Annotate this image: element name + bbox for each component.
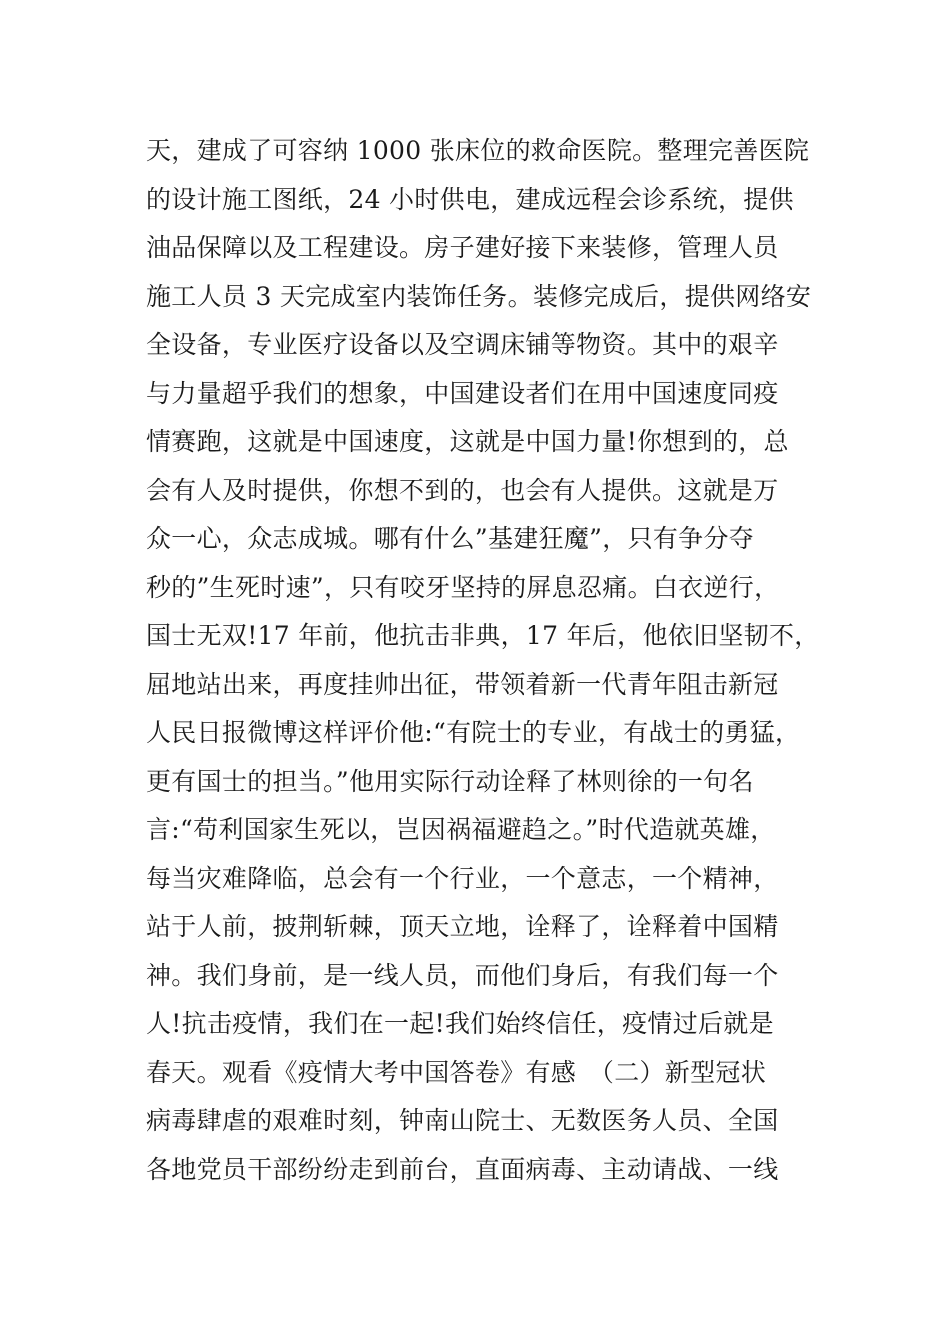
text-line: 众一心，众志成城。哪有什么”基建狂魔”，只有争分夺 xyxy=(146,524,755,553)
text-line: 言:“苟利国家生死以，岂因祸福避趋之。”时代造就英雄， xyxy=(146,815,776,844)
text-line: 春天。观看《疫情大考中国答卷》有感 （二）新型冠状 xyxy=(146,1057,767,1087)
text-line: 的设计施工图纸，24 小时供电，建成远程会诊系统，提供 xyxy=(146,184,794,214)
text-line: 人民日报微博这样评价他:“有院士的专业，有战士的勇猛， xyxy=(146,718,801,747)
text-line: 天，建成了可容纳 1000 张床位的救命医院。整理完善医院 xyxy=(146,136,810,165)
text-line: 更有国士的担当。”他用实际行动诠释了林则徐的一句名 xyxy=(146,766,754,796)
text-line: 屈地站出来，再度挂帅出征，带领着新一代青年阻击新冠 xyxy=(146,669,779,699)
text-line: 国士无双!17 年前，他抗击非典，17 年后，他依旧坚韧不， xyxy=(146,621,820,650)
text-line: 会有人及时提供，你想不到的，也会有人提供。这就是万 xyxy=(146,475,779,505)
text-line: 全设备，专业医疗设备以及空调床铺等物资。其中的艰辛 xyxy=(146,330,779,359)
text-line: 秒的”生死时速”，只有咬牙坚持的屏息忍痛。白衣逆行， xyxy=(146,572,780,602)
text-line: 每当灾难降临，总会有一个行业，一个意志，一个精神， xyxy=(146,863,779,893)
text-line: 人!抗击疫情，我们在一起!我们始终信任，疫情过后就是 xyxy=(146,1009,774,1038)
text-line: 情赛跑，这就是中国速度，这就是中国力量!你想到的，总 xyxy=(146,427,789,456)
text-line: 神。我们身前，是一线人员，而他们身后，有我们每一个 xyxy=(146,960,779,990)
text-line: 站于人前，披荆斩棘，顶天立地，诠释了，诠释着中国精 xyxy=(146,912,779,941)
body-text xyxy=(146,127,826,1194)
text-line: 各地党员干部纷纷走到前台，直面病毒、主动请战、一线 xyxy=(146,1154,779,1184)
text-line: 施工人员 3 天完成室内装饰任务。装修完成后，提供网络安 xyxy=(146,281,812,311)
text-line: 与力量超乎我们的想象，中国建设者们在用中国速度同疫 xyxy=(146,378,779,408)
text-line: 病毒肆虐的艰难时刻，钟南山院士、无数医务人员、全国 xyxy=(146,1106,779,1135)
text-line: 油品保障以及工程建设。房子建好接下来装修，管理人员 xyxy=(146,233,779,262)
